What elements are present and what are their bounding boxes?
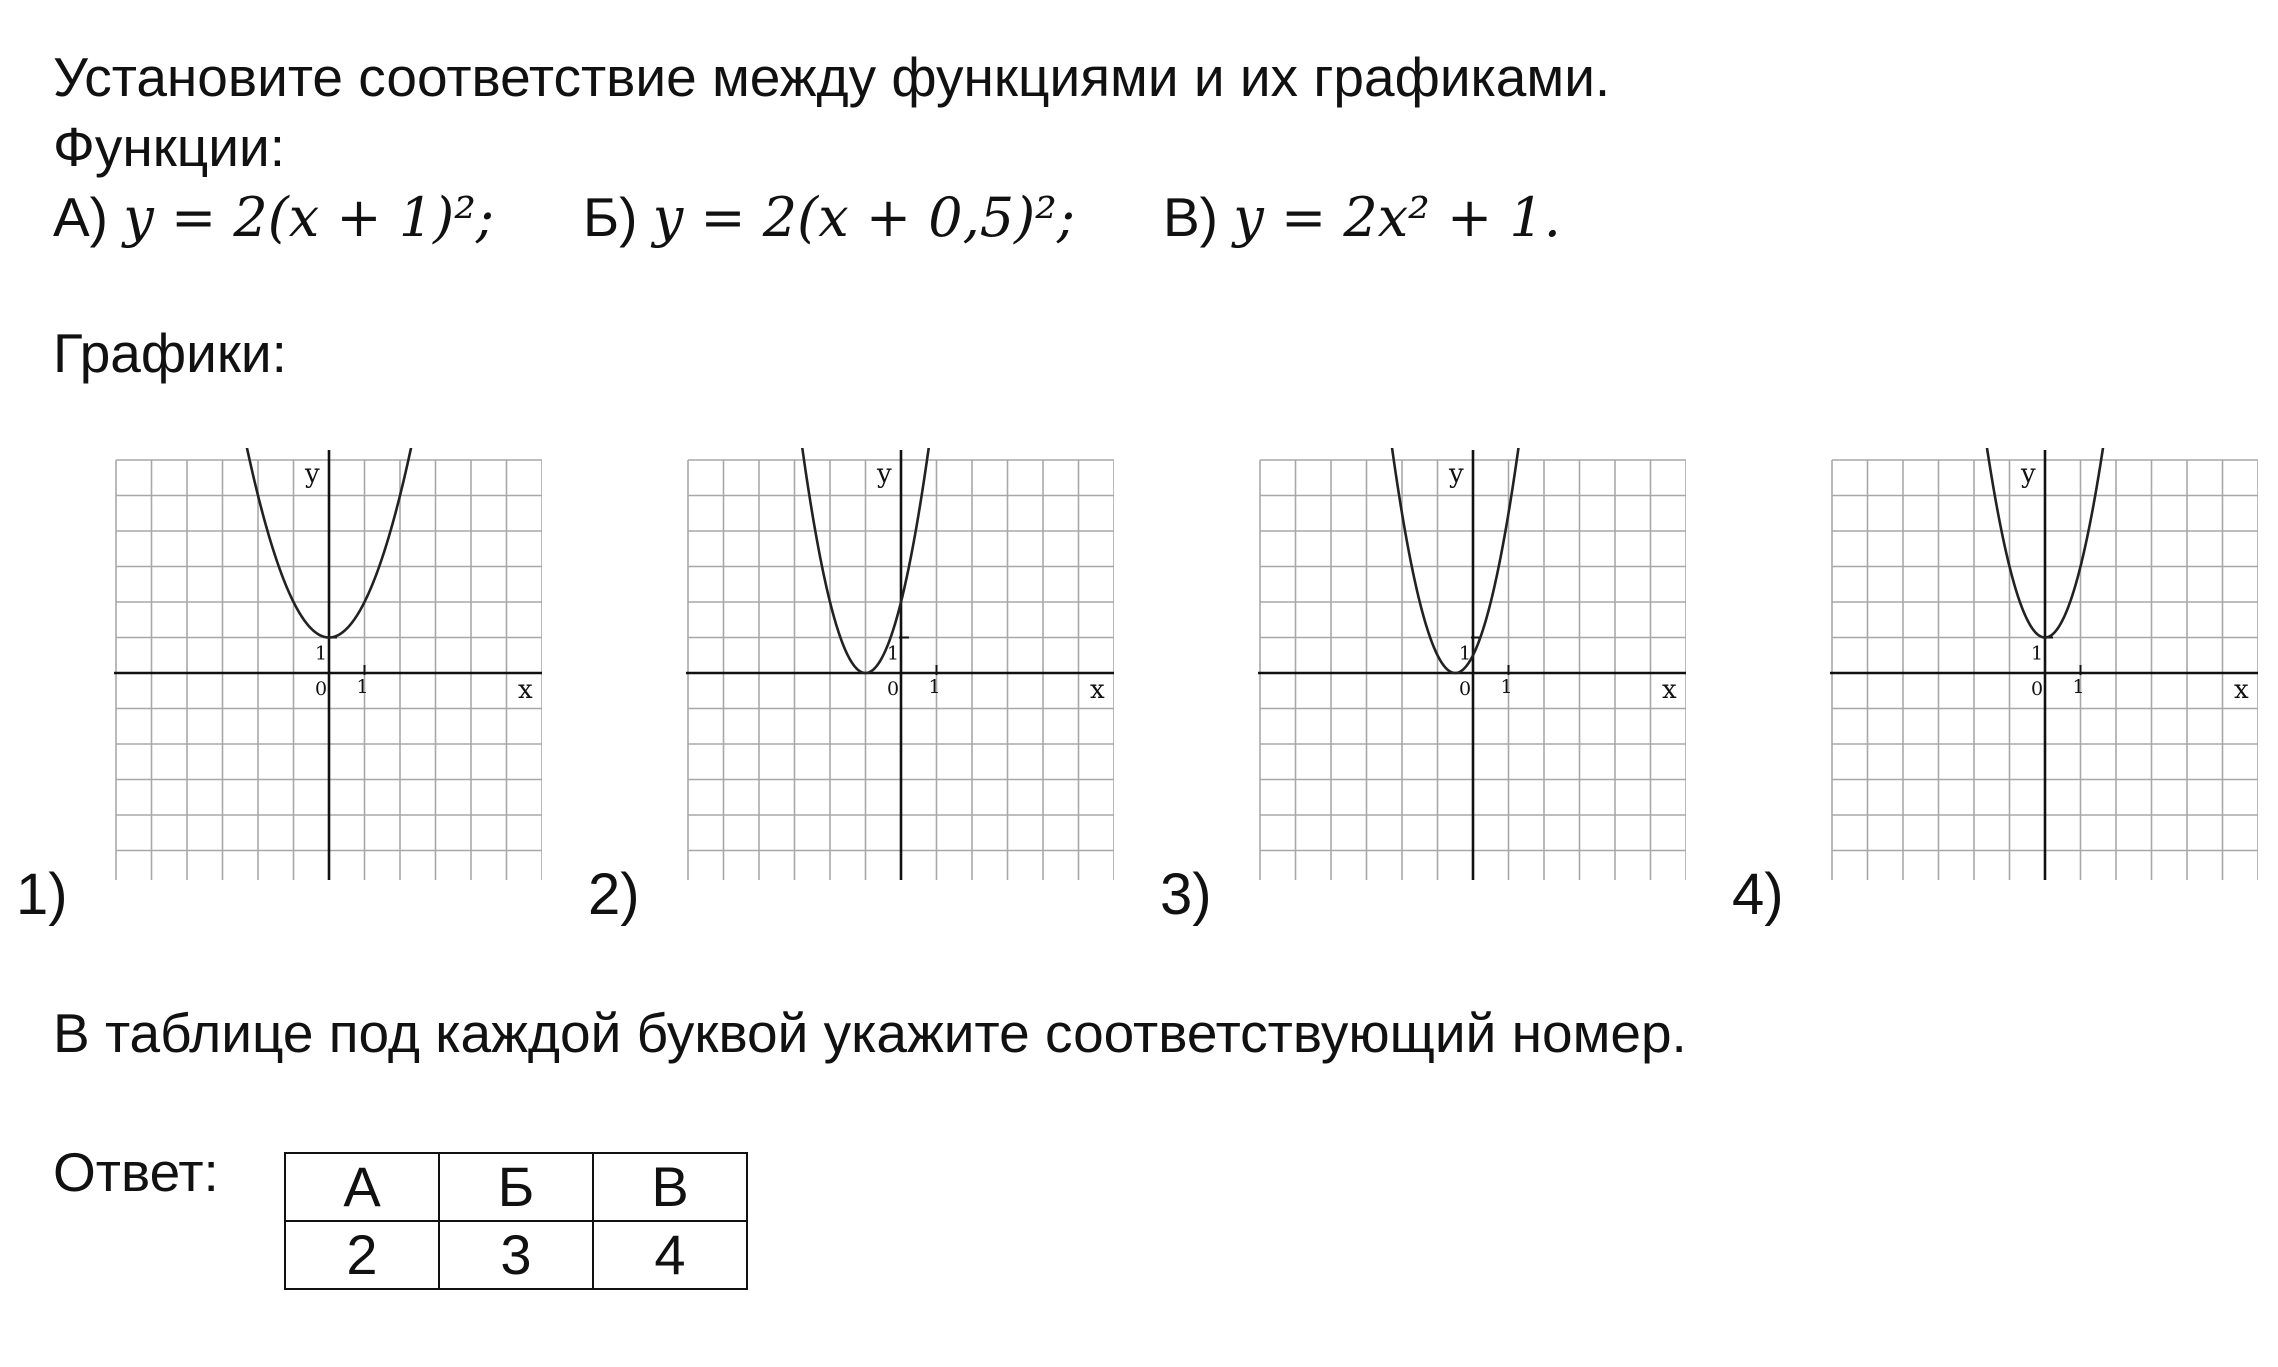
function-a bbox=[53, 182, 583, 253]
y-axis-label: y bbox=[305, 459, 320, 489]
origin-label: 0 bbox=[887, 678, 900, 700]
answer-header-a: А bbox=[285, 1153, 439, 1221]
x-axis-label: x bbox=[518, 675, 533, 705]
y-axis-label: y bbox=[2021, 459, 2036, 489]
y-unit-label: 1 bbox=[887, 642, 900, 665]
answer-table-header-row bbox=[285, 1153, 747, 1221]
answer-table bbox=[284, 1152, 748, 1290]
answer-header-c: В bbox=[593, 1153, 747, 1221]
y-unit-label: 1 bbox=[2031, 642, 2044, 665]
graph-2-number: 2) bbox=[588, 862, 640, 927]
graph-4 bbox=[1830, 448, 2258, 880]
y-axis-label: y bbox=[1449, 459, 1464, 489]
graph-3-number: 3) bbox=[1160, 862, 1212, 927]
origin-label: 0 bbox=[315, 678, 328, 700]
function-b bbox=[583, 182, 1163, 253]
x-unit-label: 1 bbox=[356, 676, 369, 698]
origin-label: 0 bbox=[2031, 678, 2044, 700]
functions-list bbox=[53, 182, 1561, 253]
graph-1-number: 1) bbox=[16, 862, 68, 927]
function-a-formula: y = 2(x + 1)²; bbox=[123, 186, 495, 249]
functions-label: Функции: bbox=[53, 116, 285, 178]
task-instruction: Установите соответствие между функциями и их графиками. bbox=[53, 46, 1611, 108]
x-axis-label: x bbox=[1090, 675, 1105, 705]
function-c-letter: В) bbox=[1163, 186, 1218, 248]
x-unit-label: 1 bbox=[928, 676, 941, 698]
function-b-letter: Б) bbox=[583, 186, 638, 248]
x-axis-label: x bbox=[1662, 675, 1677, 705]
answer-header-b: Б bbox=[439, 1153, 593, 1221]
function-c bbox=[1163, 182, 1561, 253]
answer-value-c[interactable]: 4 bbox=[593, 1221, 747, 1289]
x-axis-label: x bbox=[2234, 675, 2249, 705]
answer-value-b[interactable]: 3 bbox=[439, 1221, 593, 1289]
graph-4-number: 4) bbox=[1732, 862, 1784, 927]
answer-table-value-row bbox=[285, 1221, 747, 1289]
function-a-letter: А) bbox=[53, 186, 108, 248]
table-instruction: В таблице под каждой буквой укажите соответствующий номер. bbox=[53, 1002, 1687, 1064]
x-unit-label: 1 bbox=[2072, 676, 2085, 698]
function-b-formula: y = 2(x + 0,5)²; bbox=[652, 186, 1076, 249]
graphs-label: Графики: bbox=[53, 322, 287, 384]
y-unit-label: 1 bbox=[1459, 642, 1472, 665]
origin-label: 0 bbox=[1459, 678, 1472, 700]
graph-3 bbox=[1258, 448, 1686, 880]
y-unit-label: 1 bbox=[315, 642, 328, 665]
graph-2 bbox=[686, 448, 1114, 880]
x-unit-label: 1 bbox=[1500, 676, 1513, 698]
answer-label: Ответ: bbox=[53, 1141, 219, 1203]
answer-value-a[interactable]: 2 bbox=[285, 1221, 439, 1289]
function-c-formula: y = 2x² + 1. bbox=[1233, 186, 1561, 249]
graph-1 bbox=[114, 448, 542, 880]
y-axis-label: y bbox=[877, 459, 892, 489]
